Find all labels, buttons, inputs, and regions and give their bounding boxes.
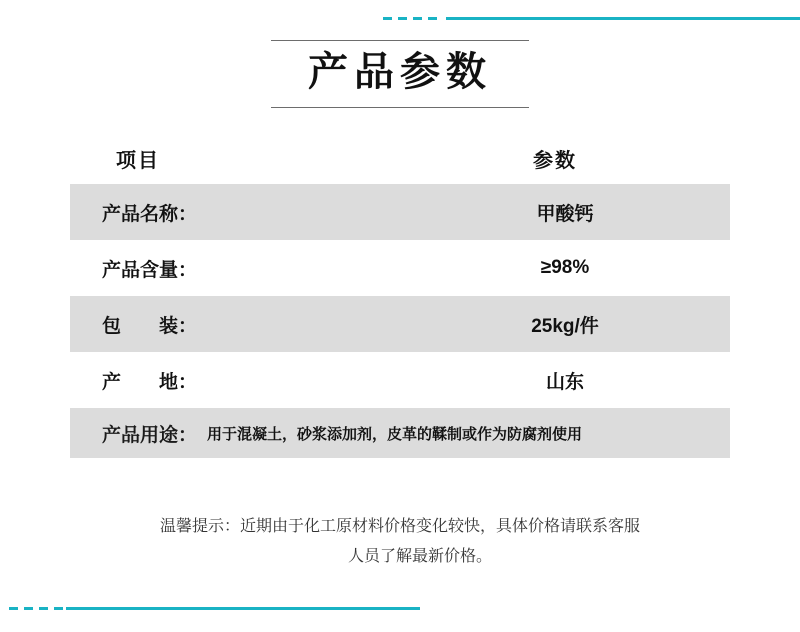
row-label: 产品含量：	[102, 259, 198, 281]
note-line-1: 温馨提示：近期由于化工原材料价格变化较快，具体价格请联系客服	[159, 518, 640, 535]
row-value: 山东	[545, 371, 584, 393]
header-value-cell: 参数	[533, 149, 577, 172]
row-label: 包 装：	[102, 315, 198, 337]
table-row-usage	[70, 408, 730, 458]
table-header-row	[70, 132, 730, 184]
row-value: 25kg/件	[531, 315, 599, 337]
top-rule-line	[446, 17, 800, 20]
parameters-table	[70, 132, 730, 458]
top-dashes	[380, 17, 440, 20]
table-row	[70, 352, 730, 408]
top-decoration	[380, 16, 800, 20]
usage-label: 产品用途：	[102, 424, 198, 446]
table-row	[70, 184, 730, 240]
page-title: 产品参数	[308, 50, 492, 94]
bottom-rule-line	[66, 607, 420, 610]
note-block	[60, 512, 740, 572]
table-row	[70, 296, 730, 352]
page-title-block	[0, 40, 800, 108]
title-bottom-rule	[271, 107, 529, 108]
row-value: 甲酸钙	[536, 203, 594, 225]
row-label: 产品名称：	[102, 203, 198, 225]
table-row	[70, 240, 730, 296]
header-label-cell: 项目	[116, 149, 160, 172]
note-line-2: 人员了解最新价格。	[347, 548, 492, 565]
bottom-dashes	[6, 607, 66, 610]
bottom-decoration	[0, 606, 420, 610]
row-value: ≥98%	[540, 257, 590, 278]
row-label: 产 地：	[102, 371, 198, 393]
usage-text: 用于混凝土，砂浆添加剂，皮革的鞣制或作为防腐剂使用	[207, 425, 583, 443]
